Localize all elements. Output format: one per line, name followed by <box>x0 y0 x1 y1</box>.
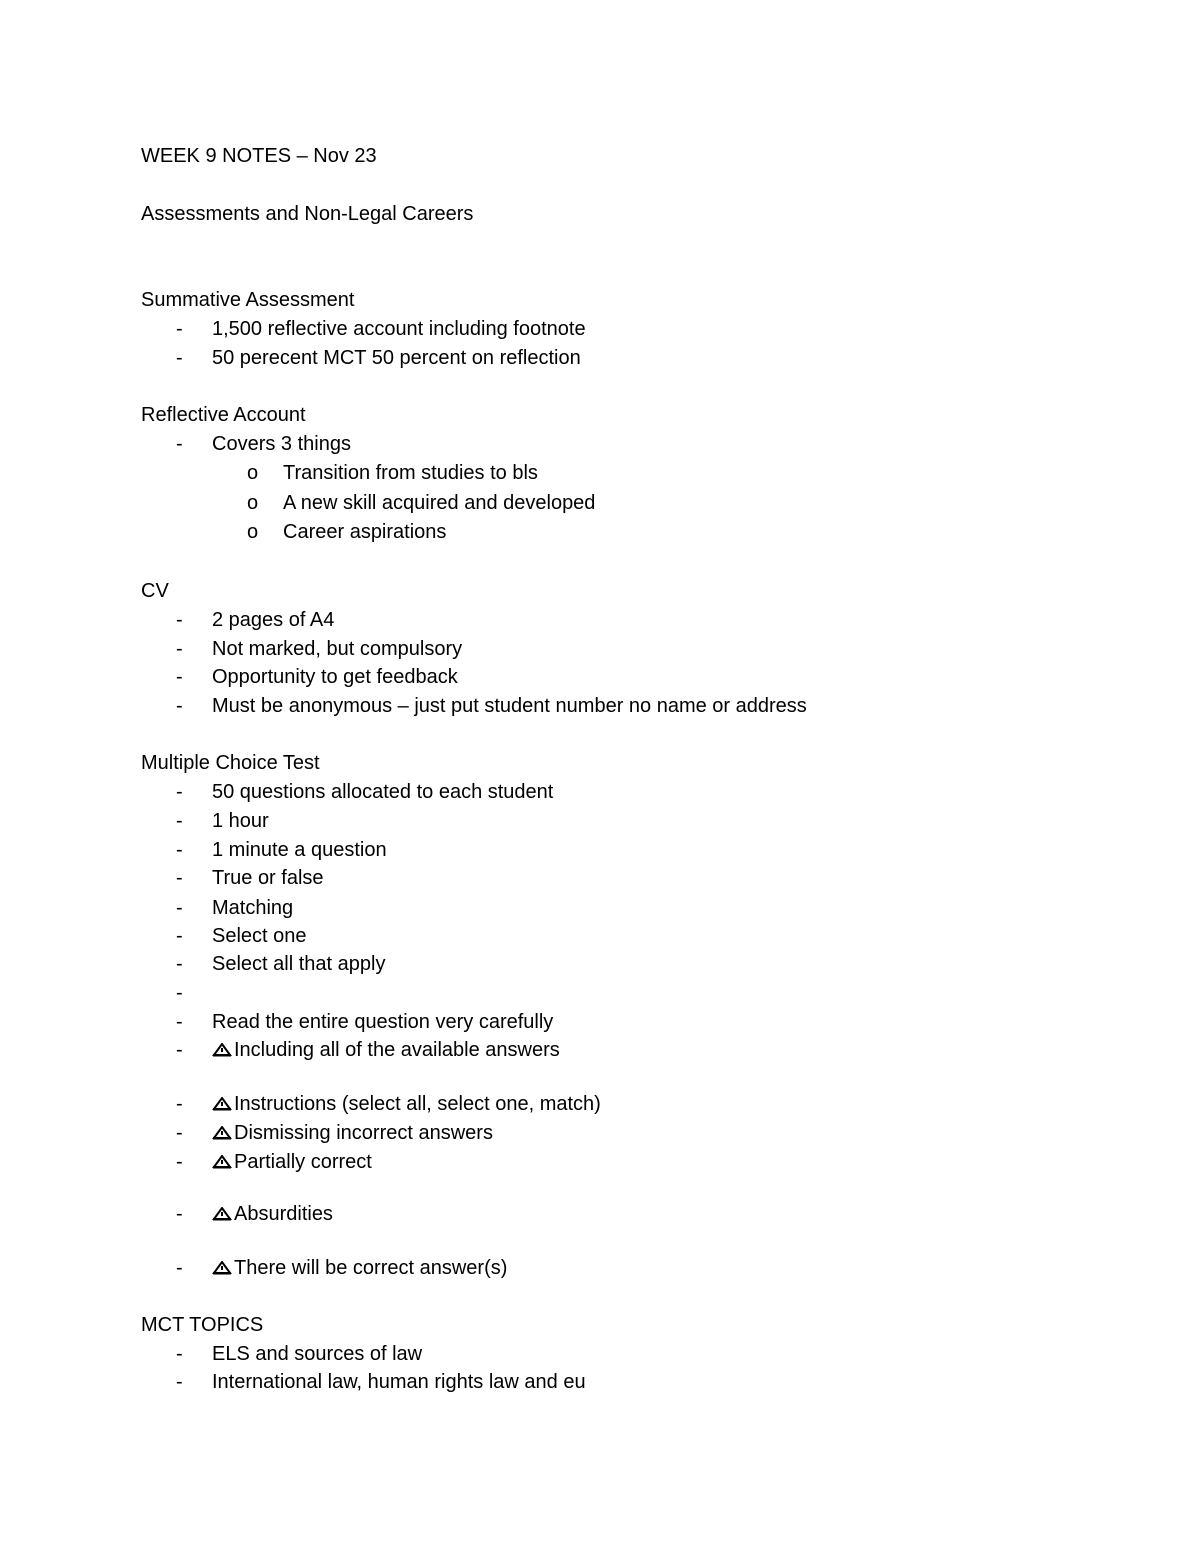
warn-item-text: Partially correct <box>234 1151 372 1173</box>
warning-triangle-icon <box>212 1043 232 1057</box>
list-dash: - <box>176 695 183 717</box>
warning-triangle-icon <box>212 1207 232 1221</box>
list-dash: - <box>176 1203 183 1225</box>
list-item-warn <box>212 1202 333 1226</box>
page-title: WEEK 9 NOTES – Nov 23 <box>141 145 377 167</box>
list-item: Opportunity to get feedback <box>212 666 458 688</box>
list-item: Select all that apply <box>212 953 386 975</box>
list-item: Covers 3 things <box>212 433 351 455</box>
list-dash: - <box>176 810 183 832</box>
list-item: Matching <box>212 897 294 919</box>
list-item-warn <box>212 1121 493 1145</box>
list-item: True or false <box>212 867 324 889</box>
page-subtitle: Assessments and Non-Legal Careers <box>141 203 474 225</box>
list-item: 2 pages of A4 <box>212 609 335 631</box>
list-dash: - <box>176 982 183 1004</box>
warn-item-text: Instructions (select all, select one, match) <box>234 1093 601 1115</box>
sublist-item: A new skill acquired and developed <box>283 492 596 514</box>
list-dash: - <box>176 839 183 861</box>
list-dash: - <box>176 666 183 688</box>
list-dash: - <box>176 1257 183 1279</box>
list-item-warn <box>212 1256 507 1280</box>
list-item: 1 minute a question <box>212 839 387 861</box>
list-item-warn <box>212 1038 560 1062</box>
section-heading-topics: MCT TOPICS <box>141 1314 264 1336</box>
list-dash: - <box>176 1371 183 1393</box>
list-item: 1 hour <box>212 810 269 832</box>
list-dash: - <box>176 1343 183 1365</box>
list-item: Read the entire question very carefully <box>212 1011 554 1033</box>
warning-triangle-icon <box>212 1261 232 1275</box>
warning-triangle-icon <box>212 1155 232 1169</box>
list-dash: - <box>176 953 183 975</box>
warning-triangle-icon <box>212 1126 232 1140</box>
section-heading-mct: Multiple Choice Test <box>141 752 320 774</box>
warn-item-text: Absurdities <box>234 1203 333 1225</box>
warn-item-text: Dismissing incorrect answers <box>234 1122 493 1144</box>
list-item-warn <box>212 1150 372 1174</box>
section-heading-reflective: Reflective Account <box>141 404 306 426</box>
list-item: Select one <box>212 925 307 947</box>
section-heading-cv: CV <box>141 580 169 602</box>
list-dash: - <box>176 925 183 947</box>
list-item-warn <box>212 1092 601 1116</box>
warn-item-text: There will be correct answer(s) <box>234 1257 508 1279</box>
list-item: ELS and sources of law <box>212 1343 423 1365</box>
list-dash: - <box>176 1122 183 1144</box>
list-dash: - <box>176 1151 183 1173</box>
list-dash: - <box>176 1011 183 1033</box>
list-dash: - <box>176 897 183 919</box>
list-item: International law, human rights law and eu <box>212 1371 586 1393</box>
list-dash: - <box>176 1039 183 1061</box>
list-item: 50 questions allocated to each student <box>212 781 554 803</box>
list-dash: - <box>176 609 183 631</box>
warn-item-text: Including all of the available answers <box>234 1039 560 1061</box>
list-item: 50 perecent MCT 50 percent on reflection <box>212 347 581 369</box>
list-dash: - <box>176 867 183 889</box>
list-dash: - <box>176 433 183 455</box>
list-dash: - <box>176 347 183 369</box>
list-dash: - <box>176 318 183 340</box>
list-dash: - <box>176 1093 183 1115</box>
list-dash: - <box>176 781 183 803</box>
list-item: Not marked, but compulsory <box>212 638 463 660</box>
section-heading-summative: Summative Assessment <box>141 289 355 311</box>
list-dash: - <box>176 638 183 660</box>
sublist-bullet: o <box>247 462 259 484</box>
sublist-bullet: o <box>247 521 259 543</box>
sublist-item: Career aspirations <box>283 521 447 543</box>
list-item: Must be anonymous – just put student number no name or address <box>212 695 807 717</box>
list-item: 1,500 reflective account including footnote <box>212 318 586 340</box>
sublist-item: Transition from studies to bls <box>283 462 538 484</box>
sublist-bullet: o <box>247 492 259 514</box>
warning-triangle-icon <box>212 1097 232 1111</box>
